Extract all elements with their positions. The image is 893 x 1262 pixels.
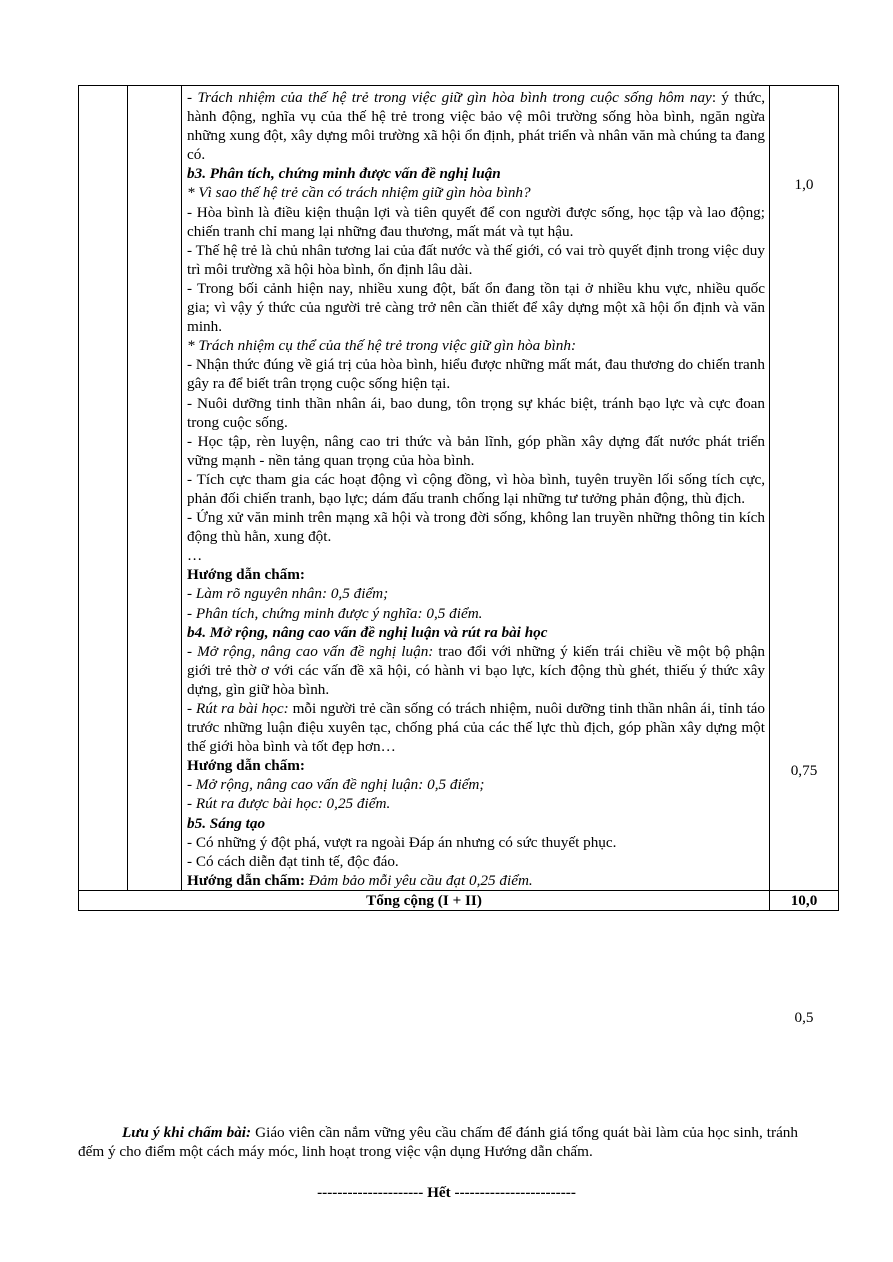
grading-note-label: Lưu ý khi chấm bài: (122, 1124, 252, 1141)
b3-guide-title: Hướng dẫn chấm: (187, 566, 305, 584)
total-label: Tổng cộng (I + II) (79, 890, 770, 910)
grading-note (78, 1123, 798, 1162)
b3-duty-item: - Nhận thức đúng về giá trị của hòa bình, hiểu được những mất mát, đau thương do chiến tranh gây ra để biết trân trọng cuộc sống hiện tại. (187, 356, 765, 393)
b5-item: - Có cách diễn đạt tinh tế, độc đáo. (187, 852, 399, 870)
b3-why-item: - Trong bối cảnh hiện nay, nhiều xung đột, bất ổn đang tồn tại ở nhiều khu vực, nhiều quốc gia; vì vậy ý thức của người trẻ càng trở nên cần thiết để xây dựng một xã hội ổn định và văn minh. (187, 279, 765, 336)
b2-tail-rest: : ý thức, hành động, nghĩa vụ của thế hệ trẻ trong việc bảo vệ môi trường sống hòa bình, ngăn ngừa những xung đột, xây dựng môi trường xã hội ổn định, phát triển và nhân văn mà chúng ta đang có. (187, 89, 765, 164)
part-cell (79, 86, 128, 891)
grading-table (78, 85, 839, 1026)
b4-item-1-lead: - Mở rộng, nâng cao vấn đề nghị luận: (187, 642, 434, 660)
b4-item-1-rest: trao đổi với những ý kiến trái chiều về một bộ phận giới trẻ thờ ơ với các vấn đề xã hội, có hành vi bạo lực, kích động thù ghét, thiếu ý thức xây dựng, gìn giữ hòa bình. (187, 642, 765, 698)
grading-note-paragraph (78, 1123, 798, 1162)
b3-duty-item: - Tích cực tham gia các hoạt động vì cộng đồng, vì hòa bình, tuyên truyền lối sống tích cực, phản đối chiến tranh, bạo lực; dám đấu tranh chống lại những tư tưởng phản động, thù địch. (187, 470, 765, 507)
b5-title: b5. Sáng tạo (187, 814, 266, 832)
score-cell (770, 86, 839, 1026)
b2-tail-paragraph (187, 88, 765, 164)
b3-why-item: - Thế hệ trẻ là chủ nhân tương lai của đất nước và thế giới, có vai trò quyết định trong việc duy trì môi trường xã hội hòa bình, ổn định lâu dài. (187, 241, 765, 278)
b3-duty-heading: * Trách nhiệm cụ thể của thế hệ trẻ trong việc giữ gìn hòa bình: (187, 337, 577, 355)
b4-item-2 (187, 699, 765, 756)
b4-guide-title: Hướng dẫn chấm: (187, 757, 305, 775)
total-value: 10,0 (770, 890, 839, 910)
b4-guide-item: - Rút ra được bài học: 0,25 điểm. (187, 795, 391, 813)
b3-guide-item: - Làm rõ nguyên nhân: 0,5 điểm; (187, 585, 389, 603)
grading-note-text: Giáo viên cần nắm vững yêu cầu chấm để đánh giá tổng quát bài làm của học sinh, tránh đếm ý cho điểm một cách máy móc, linh hoạt trong việc vận dụng Hướng dẫn chấm. (78, 1124, 798, 1161)
b5-guide (187, 871, 765, 890)
b4-score: 0,75 (790, 762, 818, 779)
table-row-criteria (79, 86, 839, 891)
b4-item-2-lead: - Rút ra bài học: (187, 700, 289, 717)
b3-why-item: - Hòa bình là điều kiện thuận lợi và tiên quyết để con người được sống, học tập và lao động; chiến tranh chỉ mang lại những đau thương, mất mát và tụt hậu. (187, 203, 765, 240)
b3-duty-item: - Nuôi dưỡng tinh thần nhân ái, bao dung, tôn trọng sự khác biệt, tránh bạo lực và cực đoan trong cuộc sống. (187, 394, 765, 431)
b3-score: 1,0 (794, 176, 814, 193)
b3-duty-ellipsis: … (187, 547, 203, 565)
b3-why-heading: * Vì sao thế hệ trẻ cần có trách nhiệm giữ gìn hòa bình? (187, 184, 531, 202)
end-mark: --------------------- Hết ------------------------ (317, 1184, 576, 1201)
b5-item: - Có những ý đột phá, vượt ra ngoài Đáp án nhưng có sức thuyết phục. (187, 833, 617, 851)
b4-item-1 (187, 642, 765, 699)
table-row-total (79, 890, 839, 910)
question-cell (128, 86, 182, 891)
criteria-content-cell (182, 86, 770, 891)
b3-title: b3. Phân tích, chứng minh được vấn đề nghị luận (187, 165, 501, 183)
b5-guide-title: Hướng dẫn chấm: (187, 871, 305, 889)
b4-guide-item: - Mở rộng, nâng cao vấn đề nghị luận: 0,5 điểm; (187, 776, 485, 794)
b3-duty-item: - Học tập, rèn luyện, nâng cao tri thức và bản lĩnh, góp phần xây dựng đất nước phát triển vững mạnh - nền tảng quan trọng của hòa bình. (187, 432, 765, 469)
b2-tail-lead: - Trách nhiệm của thế hệ trẻ trong việc giữ gìn hòa bình trong cuộc sống hôm nay (187, 89, 712, 106)
b3-duty-item: - Ứng xử văn minh trên mạng xã hội và trong đời sống, không lan truyền những thông tin kích động thù hằn, xung đột. (187, 509, 765, 546)
b4-title: b4. Mở rộng, nâng cao vấn đề nghị luận và rút ra bài học (187, 623, 548, 641)
b5-guide-text: Đảm bảo mỗi yêu cầu đạt 0,25 điểm. (304, 871, 533, 889)
b5-score: 0,5 (794, 1009, 814, 1026)
b4-item-2-rest: mỗi người trẻ cần sống có trách nhiệm, nuôi dưỡng tinh thần nhân ái, tỉnh táo trước những luận điệu xuyên tạc, chống phá của các thế lực thù địch, góp phần xây dựng một thế giới hòa bình và tốt đẹp hơn… (187, 700, 766, 756)
b3-guide-item: - Phân tích, chứng minh được ý nghĩa: 0,5 điểm. (187, 604, 483, 622)
